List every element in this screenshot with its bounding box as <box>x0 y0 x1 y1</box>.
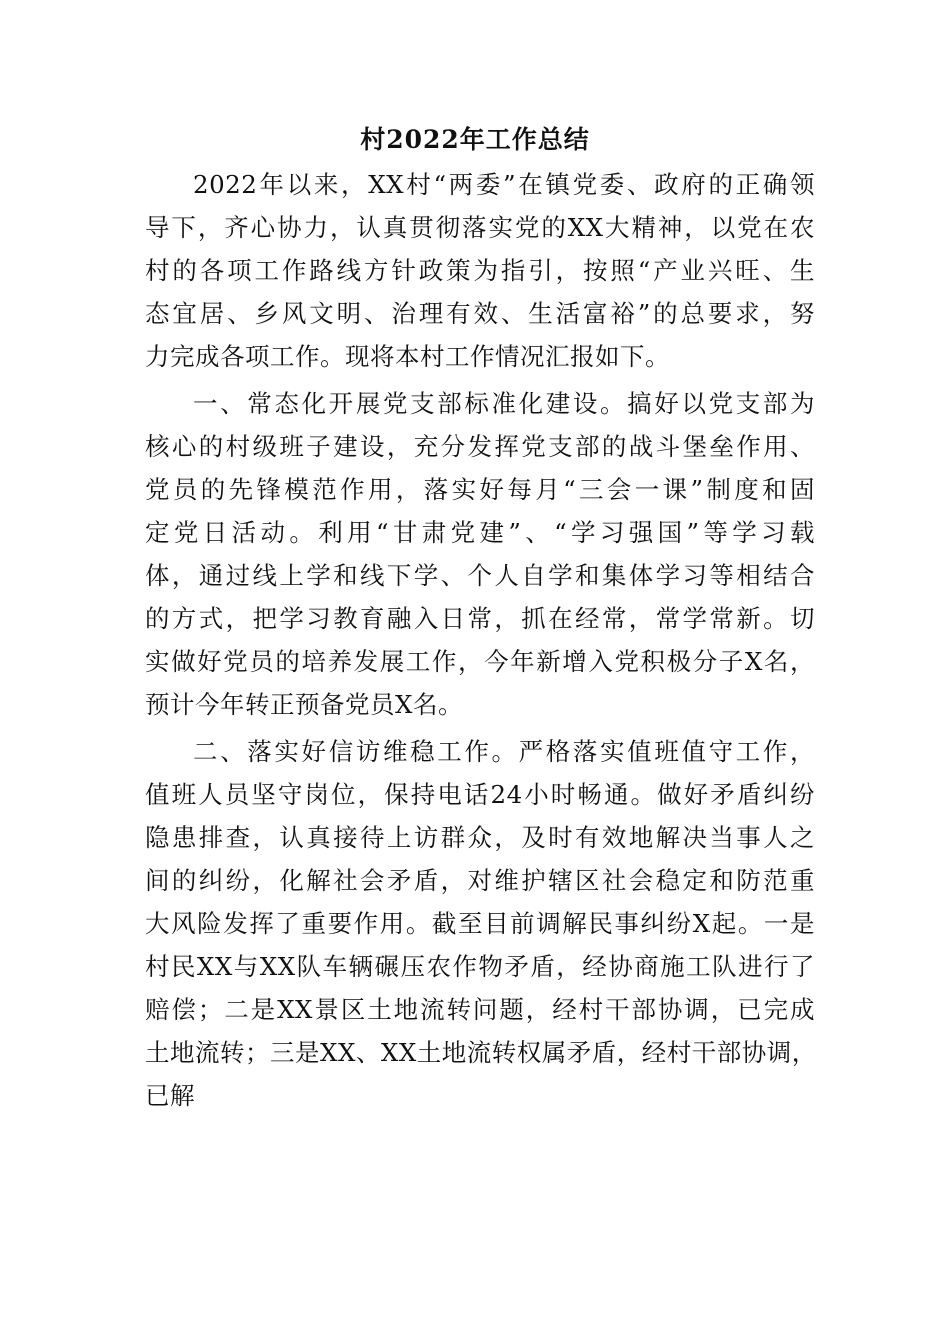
text-line: 隐患排查，认真接待上访群众，及时有效地解决当事人之 <box>145 823 815 852</box>
text-line: 预计今年转正预备党员X名。 <box>145 690 463 719</box>
text-line: 的方式，把学习教育融入日常，抓在经常，常学常新。切 <box>145 604 815 633</box>
text-line: 体，通过线上学和线下学、个人自学和集体学习等相结合 <box>145 561 815 590</box>
text-line: 一、常态化开展党支部标准化建设。搞好以党支部为 <box>193 389 815 418</box>
text-line: 村的各项工作路线方针政策为指引，按照“产业兴旺、生 <box>145 256 815 285</box>
text-line: 值班人员坚守岗位，保持电话24小时畅通。做好矛盾纠纷 <box>145 780 815 809</box>
text-line: 村民XX与XX队车辆碾压农作物矛盾，经协商施工队进行了 <box>145 952 815 981</box>
text-line: 定党日活动。利用“甘肃党建”、“学习强国”等学习载 <box>145 518 815 547</box>
text-line: 赔偿；二是XX景区土地流转问题，经村干部协调，已完成 <box>145 995 815 1024</box>
text-line: 2022年以来，XX村“两委”在镇党委、政府的正确领 <box>193 170 815 199</box>
text-line: 核心的村级班子建设，充分发挥党支部的战斗堡垒作用、 <box>145 432 815 461</box>
text-line: 力完成各项工作。现将本村工作情况汇报如下。 <box>145 342 670 371</box>
text-line: 大风险发挥了重要作用。截至目前调解民事纠纷X起。一是 <box>145 909 815 938</box>
text-line: 土地流转；三是XX、XX土地流转权属矛盾，经村干部协调， <box>145 1038 817 1067</box>
document-title: 村2022年工作总结 <box>360 125 590 154</box>
text-line: 导下，齐心协力，认真贯彻落实党的XX大精神，以党在农 <box>145 213 815 242</box>
text-line: 二、落实好信访维稳工作。严格落实值班值守工作， <box>193 737 815 766</box>
text-line: 态宜居、乡风文明、治理有效、生活富裕”的总要求，努 <box>145 299 815 328</box>
text-line: 已解 <box>145 1081 195 1110</box>
text-line: 间的纠纷，化解社会矛盾，对维护辖区社会稳定和防范重 <box>145 866 815 895</box>
text-line: 实做好党员的培养发展工作，今年新增入党积极分子X名， <box>145 647 815 676</box>
text-line: 党员的先锋模范作用，落实好每月“三会一课”制度和固 <box>145 475 815 504</box>
